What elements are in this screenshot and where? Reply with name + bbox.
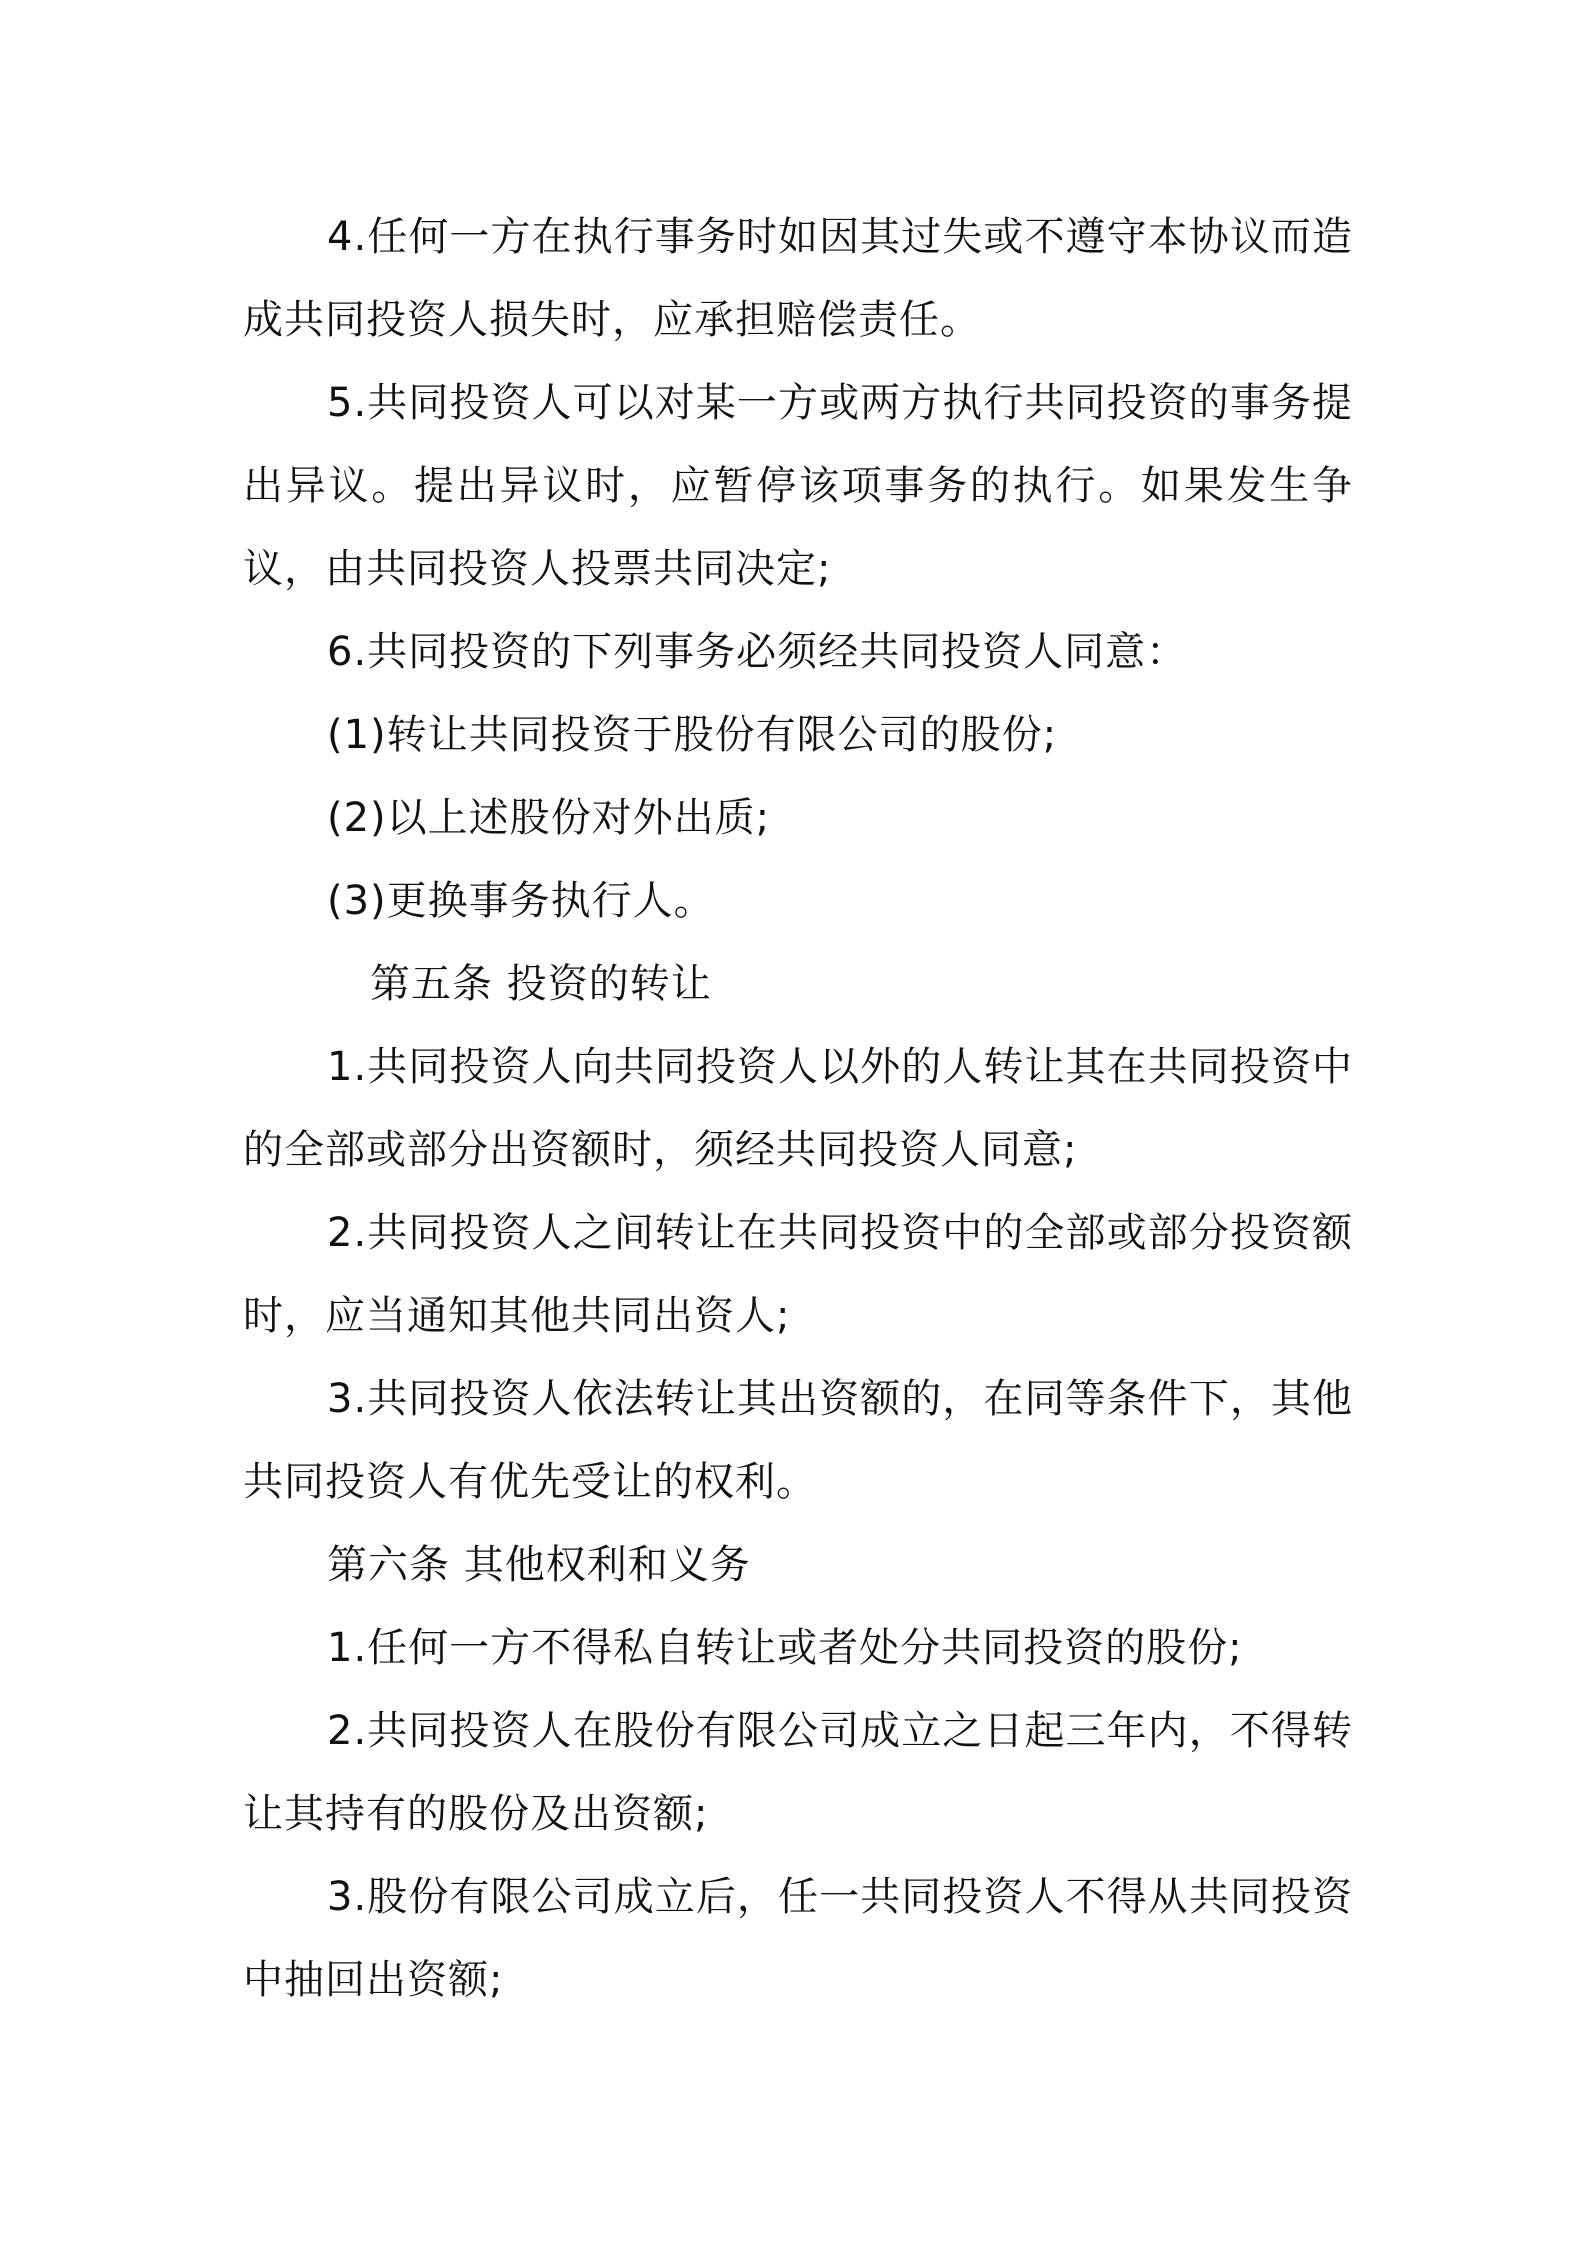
article-5-item-2: 2.共同投资人之间转让在共同投资中的全部或部分投资额时，应当通知其他共同出资人; xyxy=(243,1210,1353,1339)
clause-4-paragraph: 4.任何一方在执行事务时如因其过失或不遵守本协议而造成共同投资人损失时，应承担赔偿责任。 xyxy=(243,214,1353,343)
document-body xyxy=(243,196,1353,2022)
article-6-heading: 第六条 其他权利和义务 xyxy=(327,1542,751,1588)
clause-6-item-3: (3)更换事务执行人。 xyxy=(327,878,715,924)
article-5-heading: 第五条 投资的转让 xyxy=(370,961,712,1007)
clause-6-paragraph: 6.共同投资的下列事务必须经共同投资人同意： xyxy=(327,629,1188,675)
clause-6-item-2: (2)以上述股份对外出质; xyxy=(327,795,771,841)
article-5-item-1: 1.共同投资人向共同投资人以外的人转让其在共同投资中的全部或部分出资额时，须经共同投资人同意; xyxy=(243,1044,1353,1173)
article-6-item-3: 3.股份有限公司成立后，任一共同投资人不得从共同投资中抽回出资额; xyxy=(243,1874,1353,2003)
article-6-item-2: 2.共同投资人在股份有限公司成立之日起三年内，不得转让其持有的股份及出资额; xyxy=(243,1708,1353,1837)
clause-6-item-1: (1)转让共同投资于股份有限公司的股份; xyxy=(327,712,1058,758)
article-6-item-1: 1.任何一方不得私自转让或者处分共同投资的股份; xyxy=(327,1625,1243,1671)
article-5-item-3: 3.共同投资人依法转让其出资额的，在同等条件下，其他共同投资人有优先受让的权利。 xyxy=(243,1376,1353,1505)
clause-5-paragraph: 5.共同投资人可以对某一方或两方执行共同投资的事务提出异议。提出异议时，应暂停该项事务的执行。如果发生争议，由共同投资人投票共同决定; xyxy=(243,380,1353,592)
